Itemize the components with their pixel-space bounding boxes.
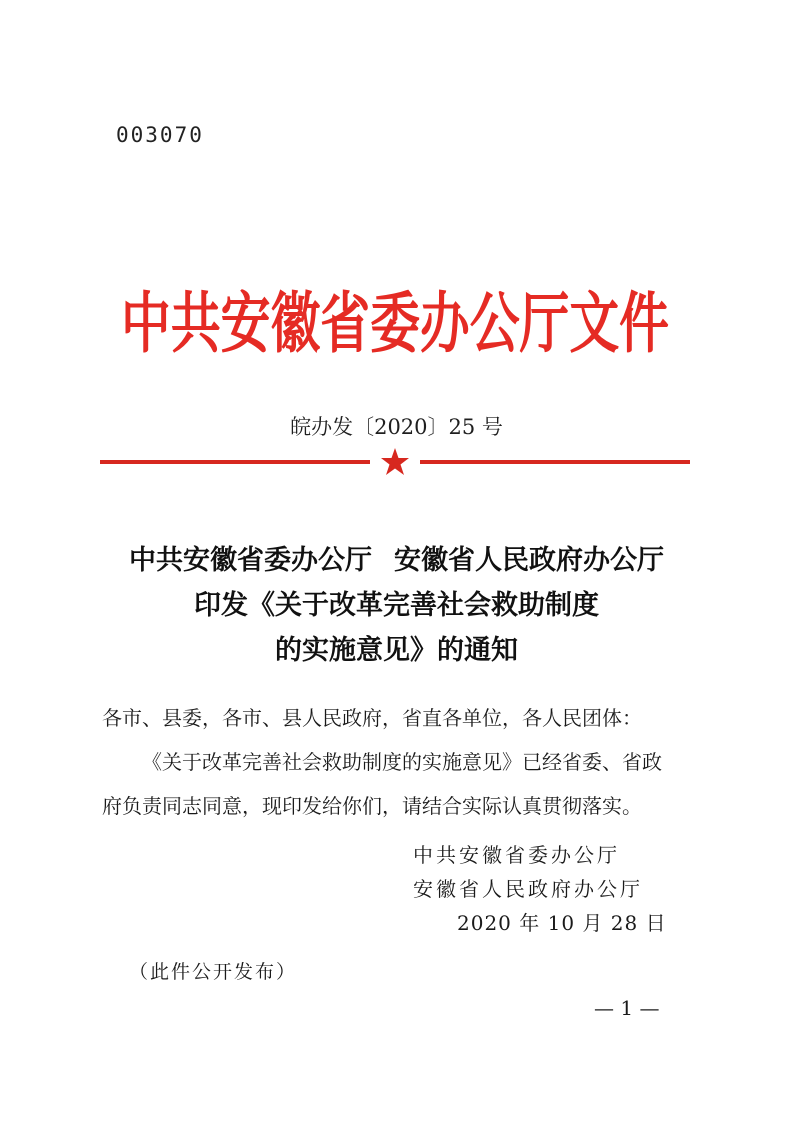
masthead-svg — [115, 250, 675, 365]
divider-line-left — [100, 460, 370, 464]
divider-svg — [100, 447, 690, 477]
signature-issuer-2: 安徽省人民政府办公厅 — [413, 877, 643, 901]
signature-date: 2020 年 10 月 28 日 — [457, 911, 667, 935]
title-issuer-1: 中共安徽省委办公厅 — [129, 545, 372, 576]
title-line-1 — [0, 538, 793, 583]
star-icon — [381, 448, 409, 475]
title-line-3: 的实施意见》的通知 — [275, 635, 518, 666]
divider-line-right — [420, 460, 690, 464]
title-line-2: 印发《关于改革完善社会救助制度 — [194, 590, 599, 621]
body-paragraph-line-2: 府负责同志同意，现印发给你们，请结合实际认真贯彻落实。 — [102, 794, 642, 818]
document-body — [102, 696, 702, 828]
publication-note: （此件公开发布） — [129, 961, 298, 983]
red-divider — [100, 447, 690, 477]
masthead-title — [115, 250, 675, 365]
body-paragraph-line-1: 《关于改革完善社会救助制度的实施意见》已经省委、省政 — [142, 750, 662, 774]
title-issuer-2: 安徽省人民政府办公厅 — [394, 545, 664, 576]
recipients-line: 各市、县委，各市、县人民政府，省直各单位，各人民团体： — [102, 706, 642, 730]
masthead-text: 中共安徽省委办公厅文件 — [121, 285, 669, 362]
signature-block — [413, 838, 667, 940]
page-number: — 1 — — [594, 996, 660, 1020]
signature-issuer-1: 中共安徽省委办公厅 — [413, 843, 620, 867]
document-title — [0, 538, 793, 673]
document-serial-number: 003070 — [116, 123, 204, 147]
document-number: 皖办发〔2020〕25 号 — [290, 415, 503, 439]
